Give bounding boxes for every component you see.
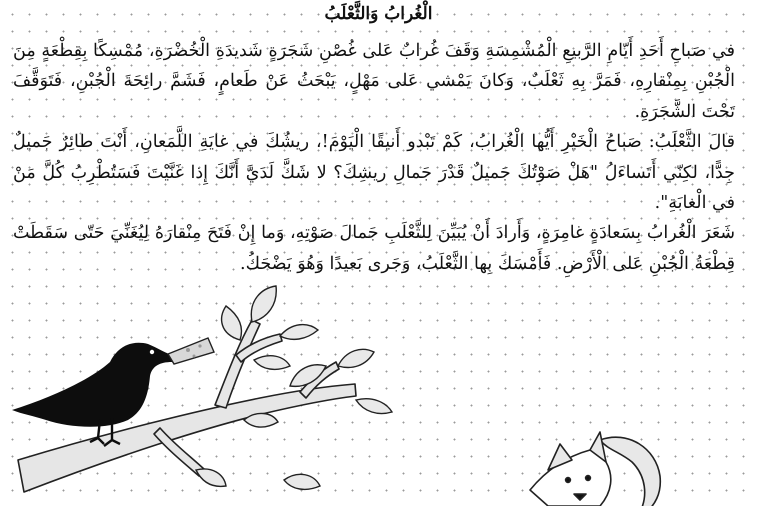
crow-icon <box>12 343 176 446</box>
story-paragraph-1: في صَباحِ أَحَدِ أَيّامِ الرَّبيعِ الْمُشْمِسَةِ وَقَفَ غُرابٌ عَلى غُصْنِ شَجَرَةٍ شَديدَةِ الْخُضْرَةِ، مُمْسِكًا بِقِطْعَةٍ مِنَ الْجُبْنِ بِمِنْقارِهِ، فَمَرَّ بِهِ ثَعْلَبٌ، وَكانَ يَمْشي عَلى مَهْلٍ، يَبْحَثُ عَنْ طَعامٍ، فَشَمَّ رائِحَةَ الْجُبْنِ، فَتَوَقَّفَ تَحْتَ الشَّجَرَةِ. <box>13 41 735 122</box>
story-paragraph-3: شَعَرَ الْغُرابُ بِسَعادَةٍ غامِرَةٍ، وَأَرادَ أَنْ يُبَيِّنَ لِلثَّعْلَبِ جَمالَ صَوْتِهِ، وَما إِنْ فَتَحَ مِنْقارَهُ لِيُغَنِّيَ حَتّى سَقَطَتْ قِطْعَةُ الْجُبْنِ عَلى الْأَرْضِ. فَأَمْسَكَ بِها الثَّعْلَبُ، وَجَرى بَعيدًا وَهُوَ يَضْحَكُ. <box>13 223 735 274</box>
leaves <box>196 286 392 489</box>
fox-icon <box>530 432 660 506</box>
tree-branch-icon <box>18 320 356 492</box>
cheese-icon <box>168 338 214 364</box>
story-paragraph-2: قالَ الثَّعْلَبُ: صَباحُ الْخَيْرِ أَيُّها الْغُرابُ، كَمْ تَبْدو أَنيقًا الْيَوْمَ!، ريشُكَ في غايَةِ اللَّمَعانِ، أَنْتَ طائِرٌ جَميلٌ جِدًّا، لكِنّي أَتَساءَلُ "هَلْ صَوْتُكَ جَميلٌ قَدْرَ جَمالِ ريشِكَ؟ لا شَكَّ لَدَيَّ أَنَّكَ إِذا غَنَّيْتَ فَسَتُطْرِبُ كُلَّ مَنْ في الْغابَةِ". <box>13 132 735 214</box>
story-body <box>13 36 735 279</box>
story-title: الْغُرابُ وَالثَّعْلَبُ <box>324 4 433 24</box>
